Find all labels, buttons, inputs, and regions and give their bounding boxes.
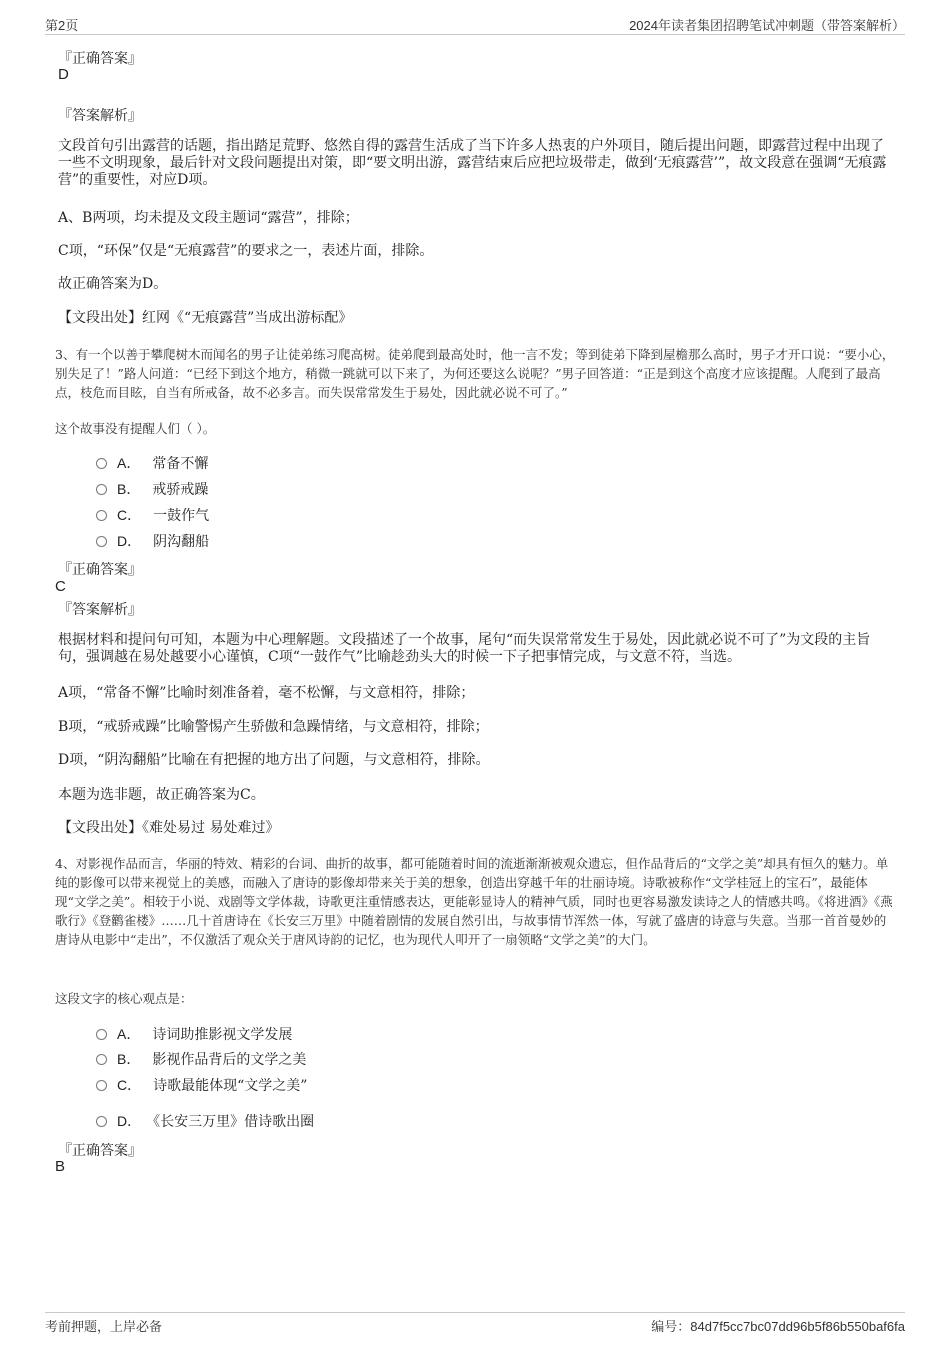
- q4-option-a[interactable]: [96, 1024, 292, 1044]
- q3-prompt: 这个故事没有提醒人们（ ）。: [55, 421, 216, 436]
- q3-option-c[interactable]: [96, 505, 209, 525]
- q4-option-d[interactable]: [96, 1111, 314, 1131]
- q4-text: 4、对影视作品而言，华丽的特效、精彩的台词、曲折的故事，都可能随着时间的流逝渐渐被观众遗忘，但作品背后的“文学之美”却具有恒久的魅力。单纯的影像可以带来视觉上的美感，而融入了唐诗的影像却带来关于美的想象，创造出穿越千年的壮丽诗境。诗歌被称作“文学桂冠上的宝石”，最能体现“文学之美”。相较于小说、戏剧等文学体裁，诗歌更注重情感表达，更能彰显诗人的精神气质，同时也更容易激发读诗之人的情感共鸣。《将进酒》《燕歌行》《登鹳雀楼》……几十首唐诗在《长安三万里》中随着剧情的发展自然引出，与故事情节浑然一体，写就了盛唐的诗意与失意。当那一首首曼妙的唐诗从电影中“走出”，不仅激活了观众关于唐风诗韵的记忆，也为现代人叩开了一扇领略“文学之美”的大门。: [55, 856, 893, 947]
- q2-line-c: C项，“环保”仅是“无痕露营”的要求之一，表述片面，排除。: [58, 243, 434, 259]
- option-text: 诗歌最能体现“文学之美”: [153, 1078, 308, 1094]
- q4-answer-label: 『正确答案』: [58, 1143, 142, 1159]
- option-text: 阴沟翻船: [153, 534, 210, 550]
- q3-text: 3、有一个以善于攀爬树木而闻名的男子让徒弟练习爬高树。徒弟爬到最高处时，他一言不发；等到徒弟下降到屋檐那么高时，男子才开口说：“要小心，别失足了！”路人问道：“已经下到这个地方，稍微一跳就可以下来了，为何还要这么说呢？”男子回答道：“正是到这个高度才应该提醒。人爬到了最高点，枝危而目眩，自当有所戒备，故不必多言。而失误常常发生于易处，因此就必说不可了。”: [55, 347, 895, 400]
- option-text: 影视作品背后的文学之美: [152, 1052, 307, 1068]
- q3-answer-label: 『正确答案』: [58, 562, 142, 578]
- q3-option-a[interactable]: [96, 453, 208, 473]
- q2-answer-label: 『正确答案』: [58, 51, 142, 67]
- q2-analysis: 文段首句引出露营的话题，指出踏足荒野、悠然自得的露营生活成了当下许多人热衷的户外项目，随后提出问题，即露营过程中出现了一些不文明现象，最后针对文段问题提出对策，即“要文明出游，露营结束后应把垃圾带走，做到‘无痕露营’”，故文段意在强调“无痕露营”的重要性，对应D项。: [58, 138, 887, 188]
- page-header: [45, 12, 905, 35]
- q2-analysis-label: 『答案解析』: [58, 108, 142, 124]
- q4-option-c[interactable]: [96, 1075, 307, 1095]
- option-letter: C．: [117, 507, 142, 523]
- option-text: 常备不懈: [152, 456, 209, 472]
- radio-icon[interactable]: [96, 1080, 107, 1091]
- q2-conclusion: 故正确答案为D。: [58, 276, 168, 292]
- document-title: 2024年读者集团招聘笔试冲刺题（带答案解析）: [629, 18, 905, 33]
- radio-icon[interactable]: [96, 1116, 107, 1127]
- q4-prompt: 这段文字的核心观点是：: [55, 991, 193, 1006]
- q3-analysis-label: 『答案解析』: [58, 602, 142, 618]
- q3-conclusion: 本题为选非题，故正确答案为C。: [58, 787, 265, 803]
- q4-option-b[interactable]: [96, 1049, 306, 1069]
- q3-line-b: B项，“戒骄戒躁”比喻警惕产生骄傲和急躁情绪，与文意相符，排除；: [58, 719, 489, 735]
- document-id: 编号：84d7f5cc7bc07dd96b5f86b550baf6fa: [651, 1319, 905, 1334]
- radio-icon[interactable]: [96, 510, 107, 521]
- q3-source: 【文段出处】《难处易过 易处难过》: [58, 820, 280, 836]
- option-text: 《长安三万里》借诗歌出圈: [153, 1114, 315, 1130]
- q3-option-b[interactable]: [96, 479, 208, 499]
- radio-icon[interactable]: [96, 484, 107, 495]
- option-letter: C．: [117, 1077, 142, 1093]
- q4-answer: B: [55, 1158, 66, 1175]
- q3-line-a: A项，“常备不懈”比喻时刻准备着，毫不松懈，与文意相符，排除；: [58, 685, 475, 701]
- q3-answer: C: [55, 578, 66, 595]
- radio-icon[interactable]: [96, 458, 107, 469]
- q3-option-d[interactable]: [96, 531, 209, 551]
- option-text: 戒骄戒躁: [152, 482, 209, 498]
- q2-source: 【文段出处】红网《“无痕露营”当成出游标配》: [58, 310, 353, 326]
- radio-icon[interactable]: [96, 1029, 107, 1040]
- option-letter: D．: [117, 533, 142, 549]
- option-letter: A．: [117, 1026, 141, 1042]
- option-letter: B．: [117, 1051, 141, 1067]
- page-footer: [45, 1312, 905, 1337]
- radio-icon[interactable]: [96, 536, 107, 547]
- radio-icon[interactable]: [96, 1054, 107, 1065]
- q3-analysis: 根据材料和提问句可知，本题为中心理解题。文段描述了一个故事，尾句“而失误常常发生于易处，因此就必说不可了”为文段的主旨句，强调越在易处越要小心谨慎，C项“一鼓作气”比喻趁劲头大的时候一下子把事情完成，与文意不符，当选。: [58, 632, 871, 665]
- option-letter: D．: [117, 1113, 142, 1129]
- option-text: 诗词助推影视文学发展: [152, 1027, 293, 1043]
- option-text: 一鼓作气: [153, 508, 210, 524]
- q2-line-ab: A、B两项，均未提及文段主题词“露营”，排除；: [58, 210, 359, 226]
- option-letter: B．: [117, 481, 141, 497]
- q2-answer: D: [58, 66, 69, 83]
- page-number: 第2页: [45, 18, 79, 33]
- option-letter: A．: [117, 455, 141, 471]
- q3-line-d: D项，“阴沟翻船”比喻在有把握的地方出了问题，与文意相符，排除。: [58, 752, 490, 768]
- footer-slogan: 考前押题，上岸必备: [45, 1319, 163, 1334]
